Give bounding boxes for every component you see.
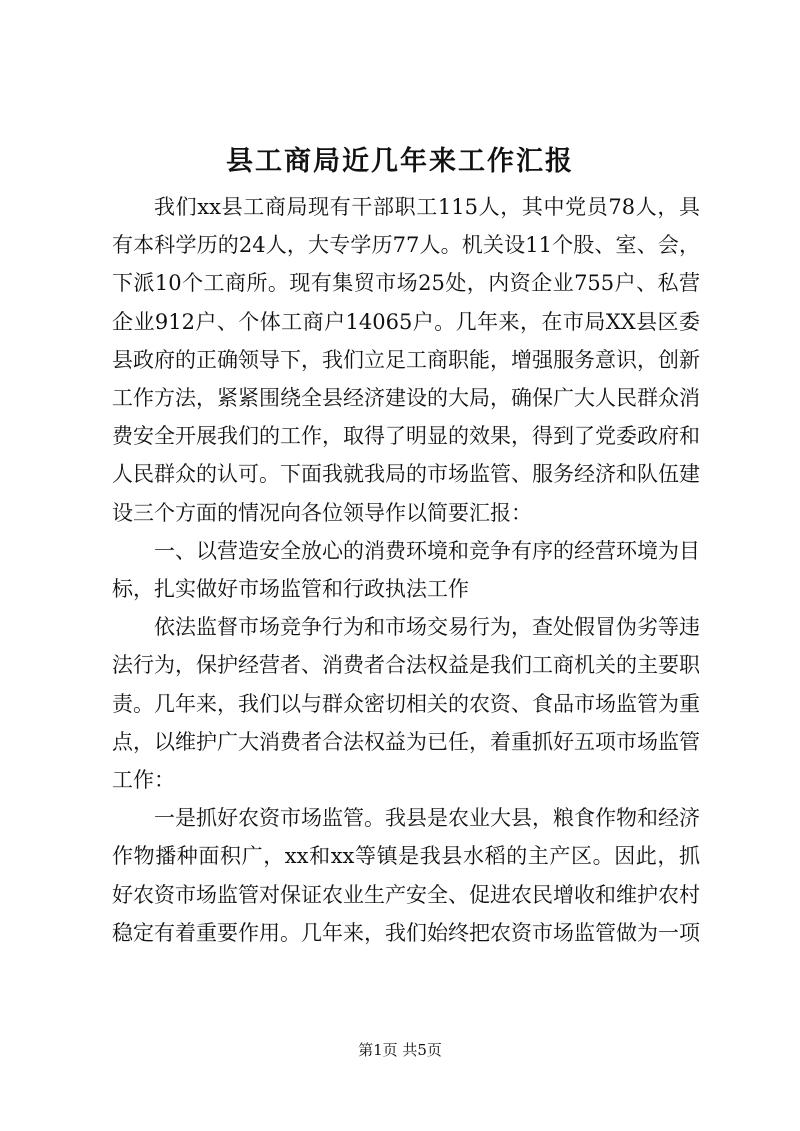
paragraph-intro: 我们xx县工商局现有干部职工115人，其中党员78人，具有本科学历的24人，大专学历77人。机关设11个股、室、会，下派10个工商所。现有集贸市场25处，内资企业755户、私营企业912户、个体工商户14065户。几年来，在市局XX县区委县政府的正确领导下，我们立足工商职能，增强服务意识，创新工作方法，紧紧围绕全县经济建设的大局，确保广大人民群众消费安全开展我们的工作，取得了明显的效果，得到了党委政府和人民群众的认可。下面我就我局的市场监管、服务经济和队伍建设三个方面的情况向各位领导作以简要汇报： xyxy=(112,195,700,525)
paragraph-supervision: 依法监督市场竞争行为和市场交易行为，查处假冒伪劣等违法行为，保护经营者、消费者合法权益是我们工商机关的主要职责。几年来，我们以与群众密切相关的农资、食品市场监管为重点，以维护广大消费者合法权益为已任，着重抓好五项市场监管工作： xyxy=(112,615,700,793)
paragraph-agri-market: 一是抓好农资市场监管。我县是农业大县，粮食作物和经济作物播种面积广，xx和xx等镇是我县水稻的主产区。因此，抓好农资市场监管对保证农业生产安全、促进农民增收和维护农村稳定有着重要作用。几年来，我们始终把农资市场监管做为一项 xyxy=(112,806,700,945)
document-body xyxy=(112,188,700,952)
paragraph-section-heading: 一、以营造安全放心的消费环境和竞争有序的经营环境为目标，扎实做好市场监管和行政执法工作 xyxy=(112,538,700,602)
page-footer: 第1页 共5页 xyxy=(358,1041,442,1059)
document-title: 县工商局近几年来工作汇报 xyxy=(226,146,574,177)
